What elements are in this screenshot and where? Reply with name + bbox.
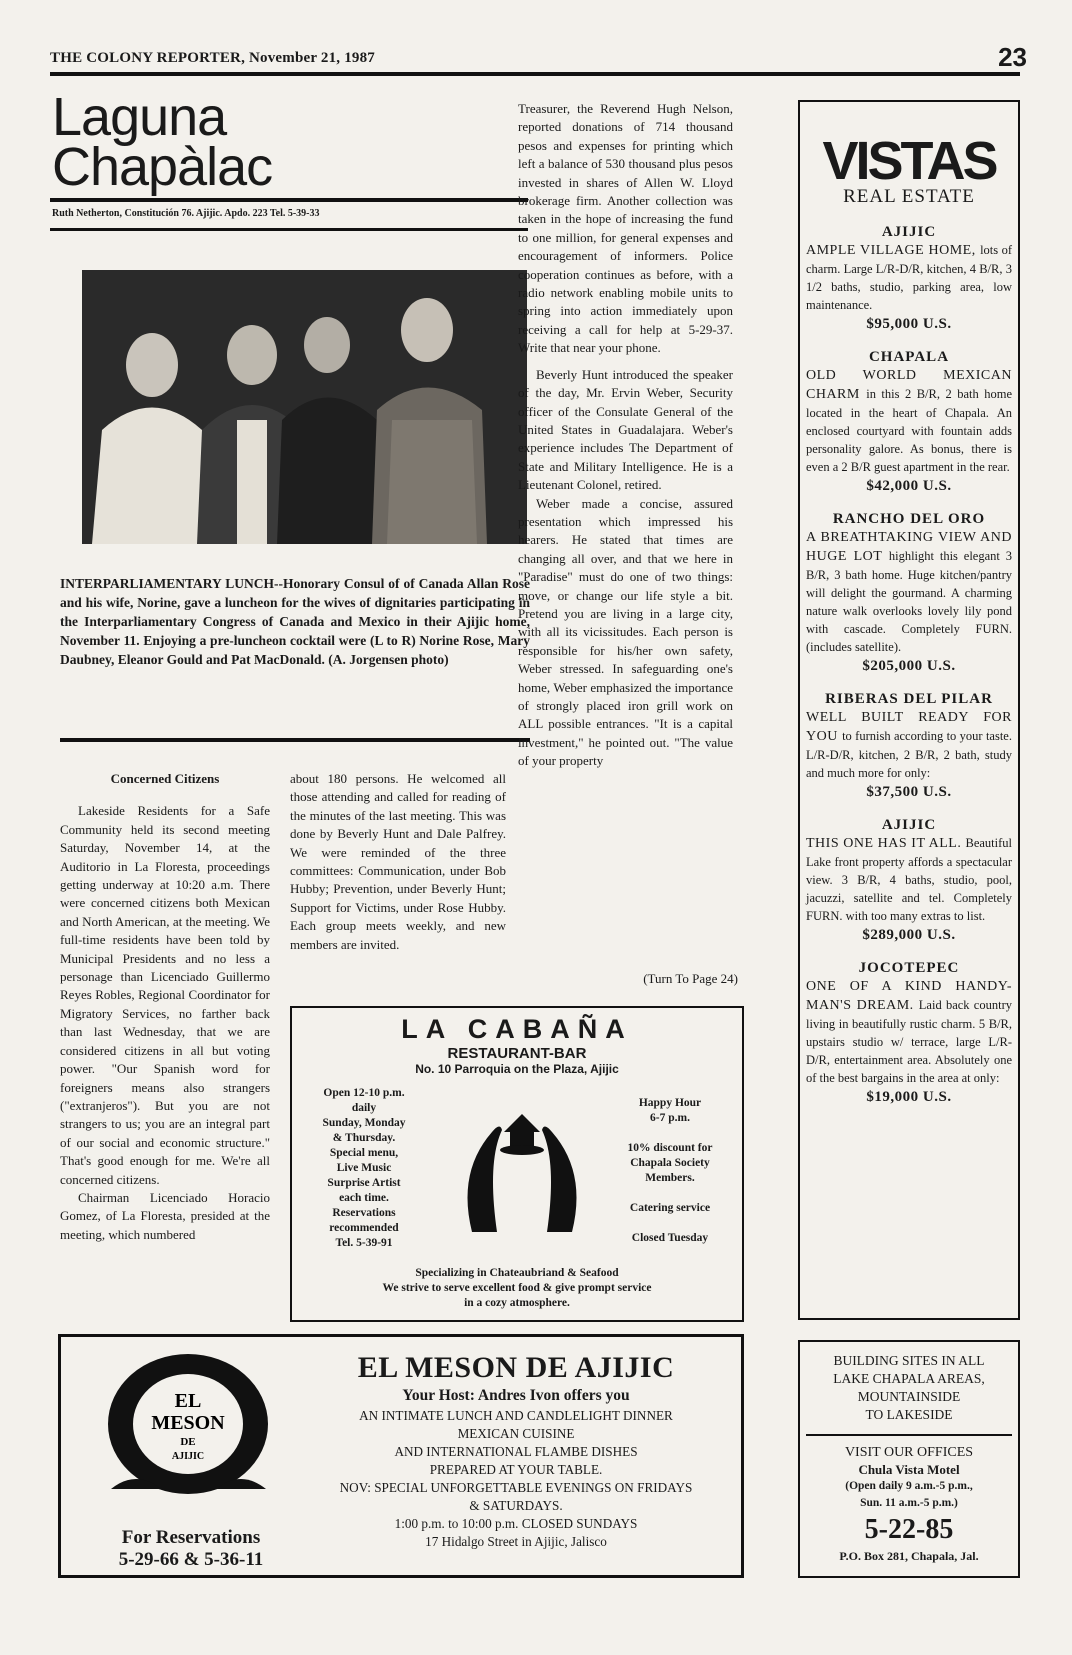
listing-lead: A BREATHTAKING VIEW AND HUGE LOT	[806, 530, 1012, 564]
cabana-left-line: & Thursday.	[332, 1132, 396, 1144]
masthead-line1: Laguna	[52, 87, 227, 147]
cabana-footer-line: We strive to serve excellent food & give prompt service	[382, 1282, 652, 1294]
cabana-hands-hut-logo	[452, 1092, 592, 1232]
article-title: Concerned Citizens	[110, 771, 220, 786]
page-number: 23	[998, 42, 1027, 72]
photo-illustration	[82, 270, 527, 544]
listing-description	[806, 528, 1012, 656]
cabana-left-line: Tel. 5-39-91	[335, 1237, 393, 1249]
cabana-left-line: Special menu,	[329, 1147, 399, 1159]
listing-town: AJIJIC	[881, 817, 937, 833]
listing-description	[806, 834, 1012, 925]
listing-town: AJIJIC	[881, 224, 937, 240]
vistas-logo-text: VISTAS	[822, 131, 996, 191]
listing-description	[806, 977, 1012, 1087]
logo-text: DE	[180, 1436, 196, 1448]
listing-lead: WELL BUILT READY FOR YOU	[806, 710, 1012, 744]
meson-host: Your Host: Andres Ivon offers you	[402, 1387, 630, 1404]
listing-price: $289,000 U.S.	[862, 927, 956, 943]
meson-lines	[291, 1407, 741, 1551]
byline-rule	[50, 228, 528, 231]
vistas-listings	[800, 224, 1018, 1106]
cabana-right-column	[610, 1096, 730, 1246]
cabana-right-line	[610, 1126, 730, 1141]
cabana-right-line: Catering service	[629, 1202, 711, 1214]
visit-offices: VISIT OUR OFFICES	[844, 1445, 974, 1460]
cabana-right-line: Chapala Society	[630, 1157, 710, 1169]
property-listing	[806, 349, 1012, 495]
column-masthead	[52, 87, 273, 197]
caption-rule	[60, 738, 530, 742]
listing-text: highlight this elegant 3 B/R, 3 bath home. Huge kitchen/pantry will delight the gourmand. A charming nature walk overlooks lovely lily pond with cascade. Completely FURN. (includes satellite).	[806, 549, 1013, 654]
article-column-2	[290, 770, 506, 954]
cabana-left-column	[304, 1086, 424, 1251]
article-column-3	[518, 100, 733, 771]
po-box: P.O. Box 281, Chapala, Jal.	[839, 1549, 979, 1563]
article-paragraph: Beverly Hunt introduced the speaker of the day, Mr. Ervin Weber, Security officer of the Consulate General of the United States in Guadalajara. Weber's experience includes The Department of State and Military Intelligence. He is a Lieutenant Colonel, retired.	[518, 366, 733, 493]
meson-line: PREPARED AT YOUR TABLE.	[429, 1462, 603, 1477]
meson-line: AND INTERNATIONAL FLAMBE DISHES	[394, 1444, 638, 1459]
motel-name: Chula Vista Motel	[858, 1462, 960, 1477]
listing-text: Beautiful Lake front property affords a spectacular view. 3 B/R, 4 baths, studio, pool, jacuzzi, satellite and tel. Completely FURN. with too many extras to list.	[806, 836, 1012, 923]
article-paragraph: about 180 persons. He welcomed all those attending and called for reading of the minutes of the last meeting. This was done by Beverly Hunt and Dale Palfrey. We were reminded of the three committees: Communication, under Bob Hubby; Prevention, under Beverly Hunt; Support for Victims, under Rose Hubby. Each group meets weekly, and new members are invited.	[290, 771, 506, 952]
reservations-phones: 5-29-66 & 5-36-11	[118, 1549, 264, 1570]
cabana-right-line: Members.	[645, 1172, 695, 1184]
masthead-line2: Chapàlac	[52, 137, 273, 197]
vistas-logo	[800, 130, 1018, 192]
cabana-footer	[292, 1266, 742, 1311]
listing-lead: THIS ONE HAS IT ALL.	[806, 836, 966, 851]
publication-header: THE COLONY REPORTER, November 21, 1987	[50, 50, 375, 66]
reservations-label: For Reservations	[121, 1527, 261, 1548]
meson-line: AN INTIMATE LUNCH AND CANDLELIGHT DINNER	[359, 1408, 673, 1423]
property-listing	[806, 511, 1012, 675]
office-info	[800, 1444, 1018, 1565]
property-listing	[806, 960, 1012, 1106]
cabana-right-line: Closed Tuesday	[631, 1232, 709, 1244]
property-listing	[806, 224, 1012, 333]
cabana-left-line: Sunday, Monday	[322, 1117, 406, 1129]
cabana-right-line: 6-7 p.m.	[650, 1112, 690, 1124]
listing-description	[806, 241, 1012, 314]
building-sites-line: LAKE CHAPALA AREAS,	[833, 1371, 985, 1386]
cabana-name: LA CABAÑA	[401, 1014, 633, 1044]
header-rule	[50, 72, 1020, 76]
listing-price: $95,000 U.S.	[866, 316, 952, 332]
cabana-right-line	[610, 1186, 730, 1201]
meson-title: EL MESON DE AJIJIC	[357, 1351, 675, 1384]
vistas-real-estate-ad	[798, 100, 1020, 1320]
cabana-left-line: daily	[351, 1102, 377, 1114]
listing-lead: OLD WORLD MEXICAN CHARM	[806, 368, 1012, 402]
cabana-left-line: Surprise Artist	[327, 1177, 401, 1189]
listing-lead: AMPLE VILLAGE HOME,	[806, 243, 981, 258]
continued-notice: (Turn To Page 24)	[643, 971, 738, 986]
building-sites-line: BUILDING SITES IN ALL	[833, 1353, 985, 1368]
masthead-rule	[50, 198, 528, 202]
meson-line: 17 Hidalgo Street in Ajijic, Jalisco	[425, 1534, 607, 1549]
listing-price: $37,500 U.S.	[866, 784, 952, 800]
listing-text: Laid back country living in beautifully rustic charm. 5 B/R, upstairs studio w/ terrace, large L/R-D/R, entertainment area. Absolutely one of the best bargains in the area at only:	[806, 998, 1012, 1085]
logo-text: EL	[174, 1390, 202, 1412]
office-hours: (Open daily 9 a.m.-5 p.m.,	[845, 1480, 973, 1492]
cabana-right-line: 10% discount for	[627, 1142, 713, 1154]
listing-description	[806, 708, 1012, 782]
listing-town: CHAPALA	[868, 349, 950, 365]
cabana-right-line	[610, 1216, 730, 1231]
listing-description	[806, 366, 1012, 476]
logo-text: MESON	[151, 1412, 225, 1434]
article-paragraph: Lakeside Residents for a Safe Community held its second meeting Saturday, November 14, at the Auditorio in La Floresta, proceedings getting underway at 10:20 a.m. There were concerned citizens both Mexican and North American, at the meeting. We full-time residents have been told by Municipal Presidents and no less a personage than Licenciado Guillermo Reyes Robles, Regional Coordinator for Migratory Services, no farther back than last Wednesday, that we are considered citizens in all but voting power. "Our Spanish word for foreigners means also strangers ("extranjeros"). But you are not strangers to us; you are an integral part of our social and economic structure." That's good enough for me. We're all concerned citizens.	[60, 803, 270, 1187]
logo-text: AJIJIC	[171, 1451, 205, 1462]
luncheon-photo	[82, 270, 527, 544]
cabana-footer-line: Specializing in Chateaubriand & Seafood	[415, 1267, 619, 1279]
property-listing	[806, 691, 1012, 801]
listing-text: in this 2 B/R, 2 bath home located in the heart of Chapala. An enclosed courtyard with fountain adds personality galore. As bonus, there is even a 2 B/R guest apartment in the rear.	[806, 387, 1012, 474]
vistas-tagline: REAL ESTATE	[843, 186, 975, 207]
cabana-left-line: Open 12-10 p.m.	[323, 1087, 405, 1099]
listing-price: $19,000 U.S.	[866, 1089, 952, 1105]
office-phone: 5-22-85	[864, 1514, 954, 1545]
office-hours: Sun. 11 a.m.-5 p.m.)	[860, 1497, 958, 1509]
cabana-address: No. 10 Parroquia on the Plaza, Ajijic	[415, 1062, 619, 1076]
cabana-left-line: recommended	[329, 1222, 399, 1234]
article-paragraph: Chairman Licenciado Horacio Gomez, of La Floresta, presided at the meeting, which numbered	[60, 1189, 270, 1242]
el-meson-ad	[58, 1334, 744, 1578]
article-column-1	[60, 770, 270, 1244]
listing-text: to furnish according to your taste. L/R-D/R, kitchen, 2 B/R, 2 bath, study and much more for only:	[806, 729, 1012, 780]
meson-line: & SATURDAYS.	[469, 1498, 563, 1513]
meson-line: MEXICAN CUISINE	[457, 1426, 575, 1441]
cabana-left-line: Live Music	[336, 1162, 392, 1174]
listing-town: RANCHO DEL ORO	[832, 511, 986, 527]
building-sites-line: TO LAKESIDE	[865, 1407, 953, 1422]
article-paragraph: Treasurer, the Reverend Hugh Nelson, reported donations of 714 thousand pesos and expenses for printing which left a balance of 530 thousand plus pesos invested in shares of Allen W. Lloyd brokerage firm. Another collection was taken in the hope of increasing the fund to one million, for general expenses and encouragement of informers. Police cooperation continues as before, with a radio network enabling mobile units to spring into action immediately upon receiving a call for help at 5-29-37. Write that near your phone.	[518, 101, 733, 356]
property-listing	[806, 817, 1012, 944]
meson-line: NOV: SPECIAL UNFORGETTABLE EVENINGS ON FRIDAYS	[339, 1480, 693, 1495]
cabana-subtitle: RESTAURANT-BAR	[447, 1045, 587, 1062]
photo-caption: INTERPARLIAMENTARY LUNCH--Honorary Consul of of Canada Allan Rose and his wife, Norine, gave a luncheon for the wives of dignitaries participating in the Interparliamentary Congress of Canada and Mexico in their Ajijic home, November 11. Enjoying a pre-luncheon cocktail were (L to R) Norine Rose, Mary Daubney, Eleanor Gould and Pat MacDonald. (A. Jorgensen photo)	[60, 576, 530, 667]
building-sites-line: MOUNTAINSIDE	[857, 1389, 961, 1404]
cabana-right-line: Happy Hour	[638, 1097, 702, 1109]
listing-text: lots of charm. Large L/R-D/R, kitchen, 4 B/R, 3 1/2 baths, studio, parking area, low maintenance.	[806, 243, 1012, 312]
el-meson-logo	[101, 1349, 276, 1499]
building-sites	[800, 1352, 1018, 1424]
cabana-left-line: each time.	[339, 1192, 389, 1204]
meson-details	[291, 1351, 741, 1551]
reservations-block	[91, 1527, 291, 1571]
article-paragraph: Weber made a concise, assured presentation which impressed his hearers. He stated that times are changing all over, and that we here in "Paradise" must do one of two things: move, or change our life style a bit. Pretend you are living in a large city, with all its vicissitudes. Each person is responsible for his/her own safety, Weber stressed. In safeguarding one's home, Weber emphasized the importance of strongly placed iron grill work on ALL possible entrances. "It is a capital investment," he pointed out. "The value of your property	[518, 495, 733, 769]
listing-town: JOCOTEPEC	[858, 960, 960, 976]
meson-line: 1:00 p.m. to 10:00 p.m. CLOSED SUNDAYS	[394, 1516, 638, 1531]
listing-town: RIBERAS DEL PILAR	[825, 691, 993, 707]
listing-price: $42,000 U.S.	[866, 478, 952, 494]
listing-price: $205,000 U.S.	[862, 658, 956, 674]
listing-lead: ONE OF A KIND HANDY-MAN'S DREAM.	[806, 979, 1012, 1013]
cabana-left-line: Reservations	[332, 1207, 396, 1219]
vistas-offices-ad	[798, 1340, 1020, 1578]
cabana-footer-line: in a cozy atmosphere.	[464, 1297, 570, 1309]
la-cabana-ad	[290, 1006, 744, 1322]
masthead-byline: Ruth Netherton, Constitución 76. Ajijic. Apdo. 223 Tel. 5-39-33	[52, 208, 320, 219]
